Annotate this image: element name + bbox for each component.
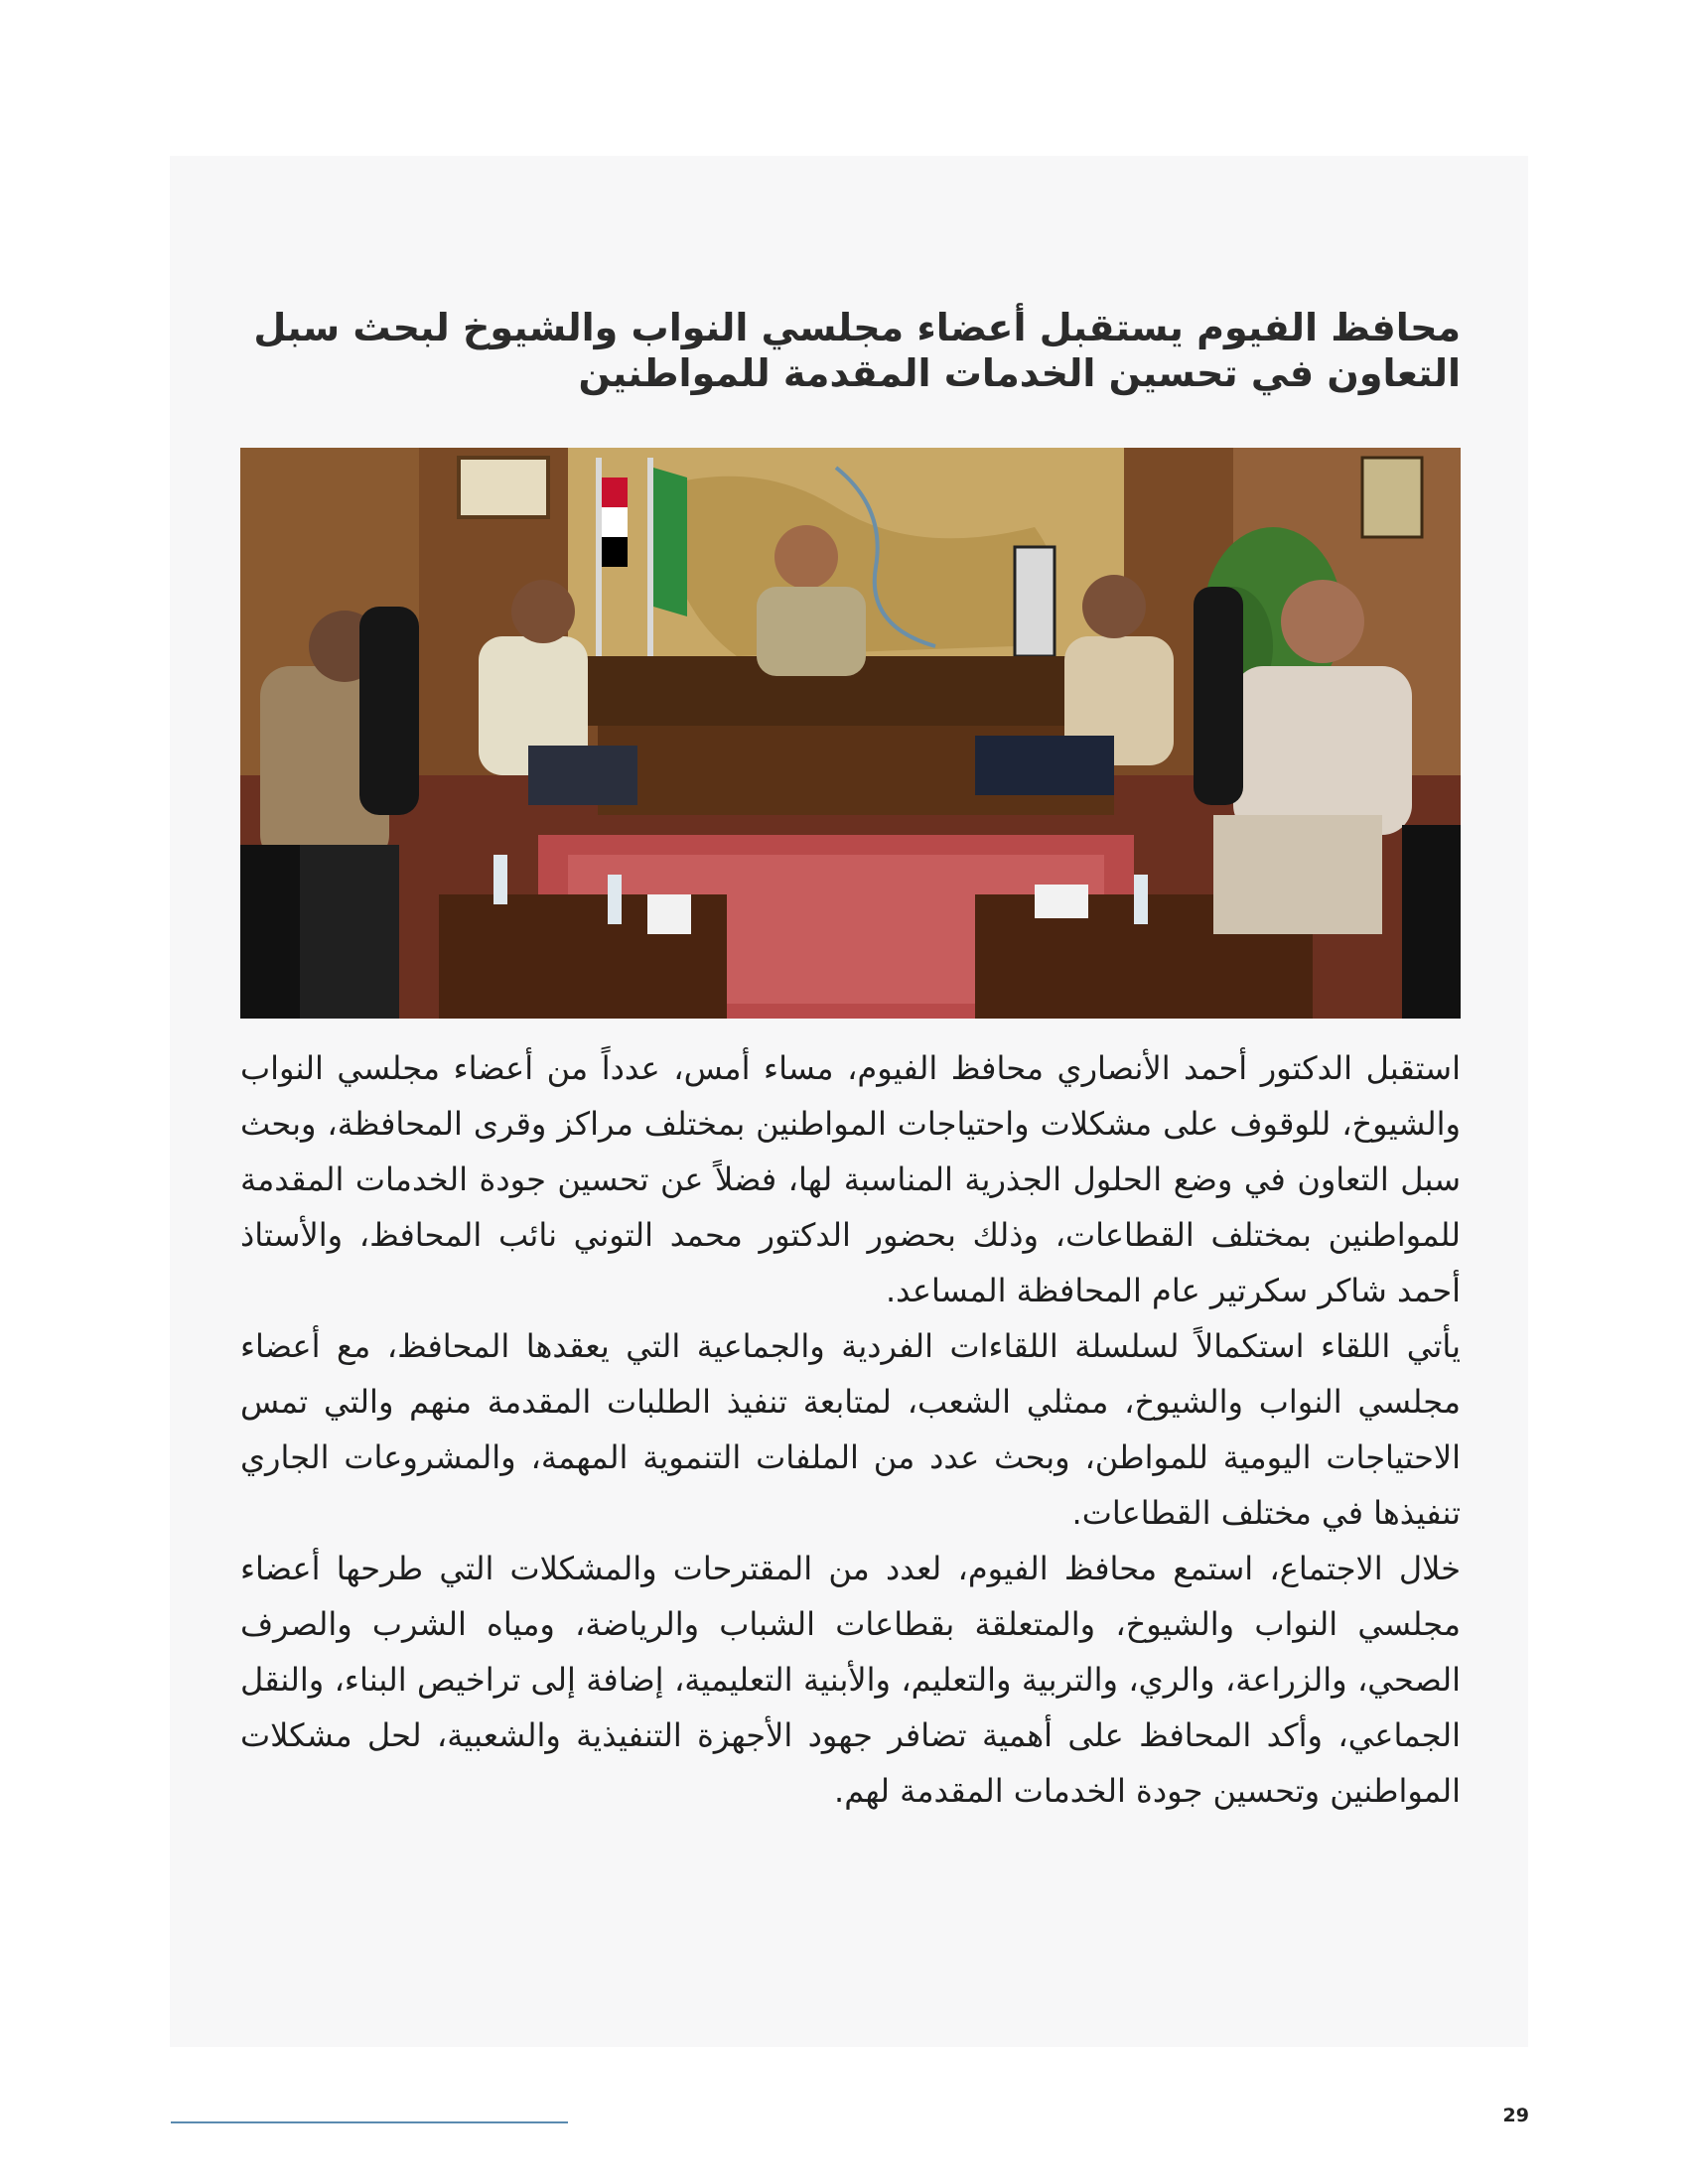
chair-left [359,607,419,815]
article-paragraph: خلال الاجتماع، استمع محافظ الفيوم، لعدد من المقترحات والمشكلات التي طرحها أعضاء مجلسي النواب والشيوخ، والمتعلقة بقطاعات الشباب والرياضة، ومياه الشرب والصرف الصحي، والزراعة، والري، والتربية والتعليم، والأبنية التعليمية، إضافة إلى تراخيص البناء، والنقل الجماعي، وأكد المحافظ على أهمية تضافر جهود الأجهزة التنفيذية والشعبية، لحل مشكلات المواطنين وتحسين جودة الخدمات المقدمة لهم. [240,1550,1461,1810]
article-paragraph: يأتي اللقاء استكمالاً لسلسلة اللقاءات الفردية والجماعية التي يعقدها المحافظ، مع أعضاء مجلسي النواب والشيوخ، ممثلي الشعب، لمتابعة تنفيذ الطلبات المقدمة منهم والتي تمس الاحتياجات اليومية للمواطن، وبحث عدد من الملفات التنموية المهمة، والمشروعات الجاري تنفيذها في مختلف القطاعات. [240,1327,1461,1532]
monitor [1015,547,1055,656]
article-paragraph: استقبل الدكتور أحمد الأنصاري محافظ الفيوم، مساء أمس، عدداً من أعضاء مجلسي النواب والشيوخ، للوقوف على مشكلات واحتياجات المواطنين بمختلف مراكز وقرى المحافظة، وبحث سبل التعاون في وضع الحلول الجذرية المناسبة لها، فضلاً عن تحسين جودة الخدمات المقدمة للمواطنين بمختلف القطاعات، وذلك بحضور الدكتور محمد التوني نائب المحافظ، والأستاذ أحمد شاكر سكرتير عام المحافظة المساعد. [240,1049,1461,1309]
article-card [170,156,1528,2047]
page-number: 29 [1502,2105,1529,2126]
footer-divider [171,2121,568,2123]
egypt-flag [602,478,628,507]
wall-plaque [459,458,548,517]
article-headline: محافظ الفيوم يستقبل أعضاء مجلسي النواب والشيوخ لبحث سبل التعاون في تحسين الخدمات المقدمة للمواطنين [253,306,1461,395]
article-body [240,1040,1461,1819]
chair-right [1194,587,1243,805]
person-governor [774,525,838,589]
person-right-2 [1233,666,1412,835]
province-flag [653,468,687,616]
meeting-photo [240,448,1461,1019]
